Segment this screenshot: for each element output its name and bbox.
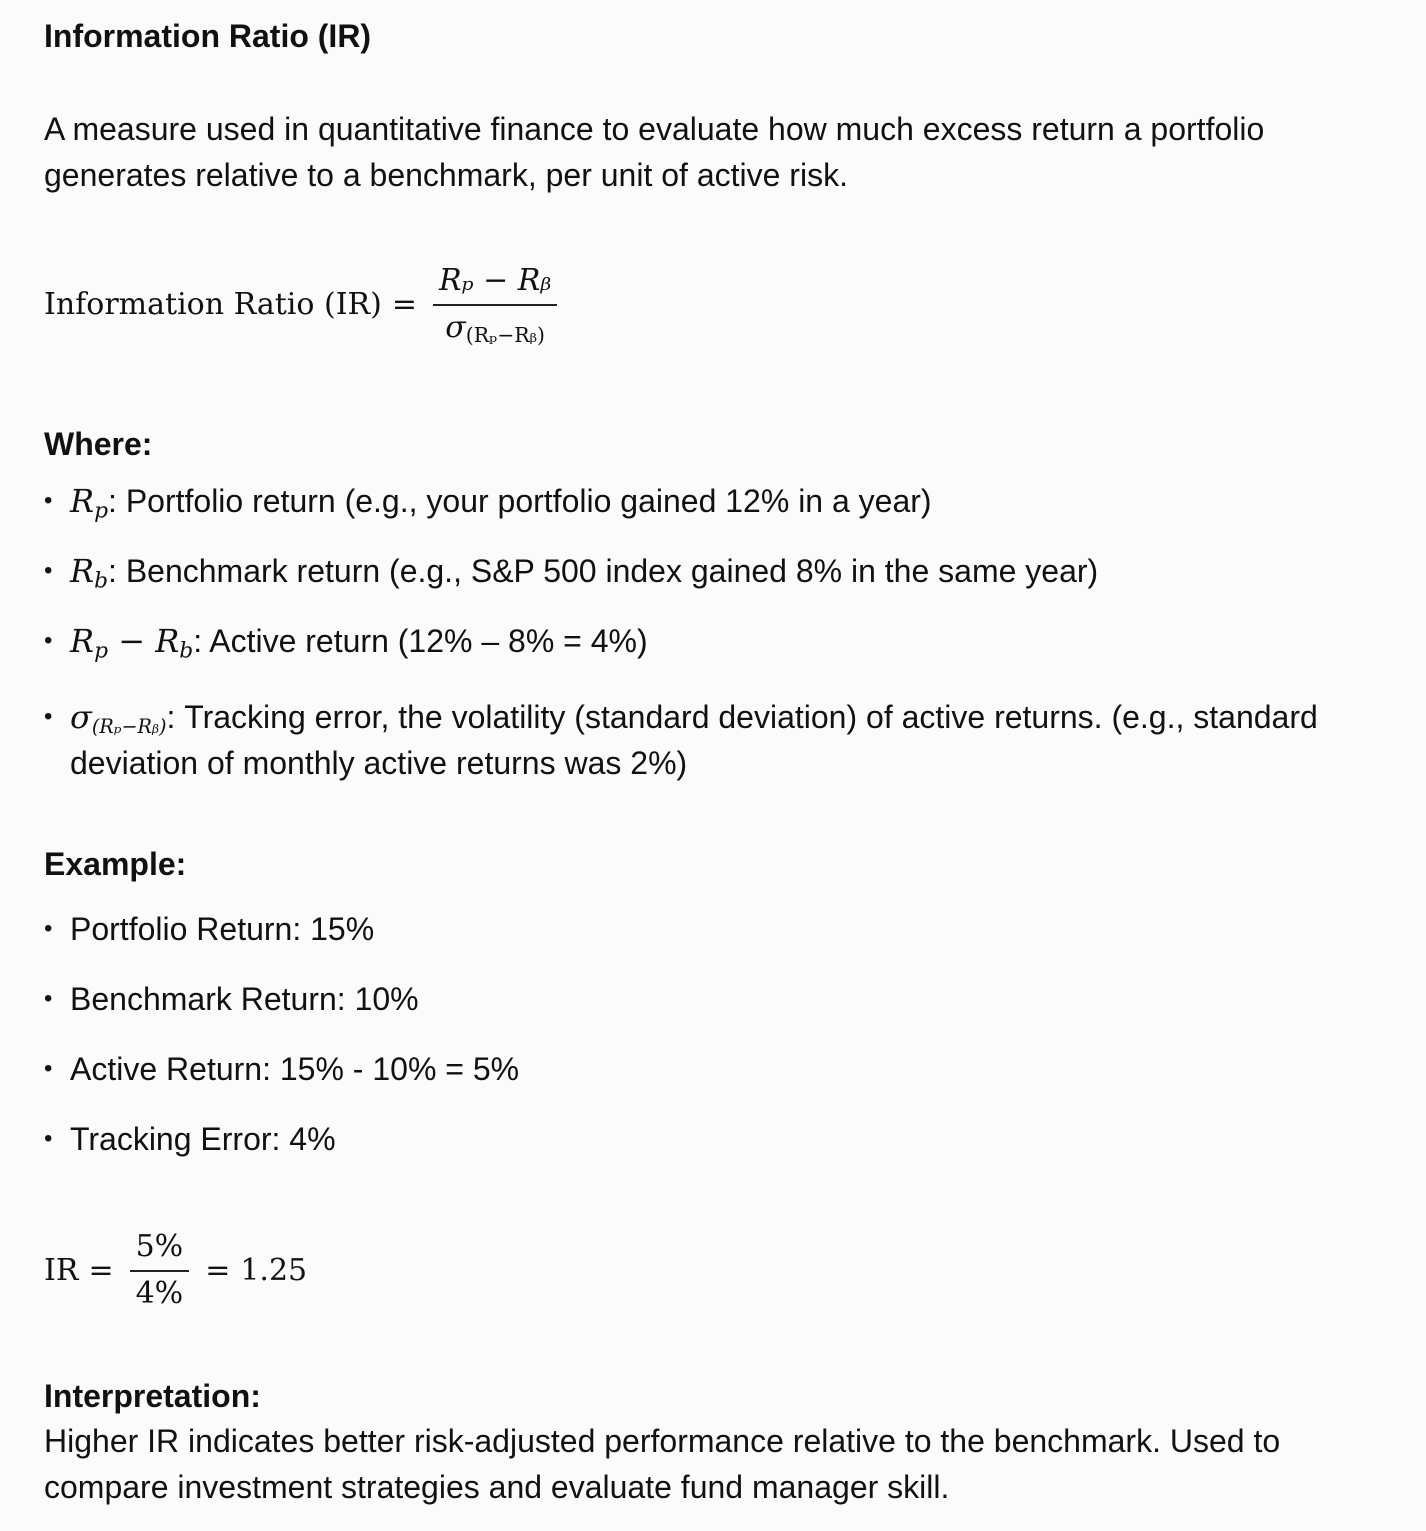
math-subscript: p xyxy=(94,498,109,524)
interpretation-text: Higher IR indicates better risk-adjusted performance relative to the benchmark. Used to compare investment strategies and evaluate fund manager skill. xyxy=(44,1423,1281,1505)
list-item xyxy=(44,484,1384,554)
ir-fraction xyxy=(130,1229,190,1311)
math-symbol: R xyxy=(70,552,95,590)
intro-paragraph: A measure used in quantitative finance to evaluate how much excess return a portfolio generates relative to a benchmark, per unit of active risk. xyxy=(44,111,1265,193)
interpretation-heading: Interpretation: xyxy=(44,1378,261,1414)
bullet-icon: • xyxy=(44,915,53,942)
where-heading: Where: xyxy=(44,426,153,462)
ir-equals-2: = xyxy=(205,1252,231,1288)
example-list xyxy=(44,912,519,1192)
math-symbol-2: R xyxy=(155,622,180,660)
example-text: Portfolio Return: 15% xyxy=(70,911,375,947)
example-text: Tracking Error: 4% xyxy=(70,1121,336,1157)
math-symbol: R xyxy=(70,622,95,660)
math-subscript: b xyxy=(94,568,109,594)
ir-equals: = xyxy=(88,1252,114,1288)
example-text: Benchmark Return: 10% xyxy=(70,981,419,1017)
example-text: Active Return: 15% - 10% = 5% xyxy=(70,1051,520,1087)
bullet-icon: • xyxy=(44,703,53,730)
list-item xyxy=(44,912,519,982)
definition-text: : Portfolio return (e.g., your portfolio gained 12% in a year) xyxy=(108,483,932,519)
page-title: Information Ratio (IR) xyxy=(44,18,372,54)
formula-fraction xyxy=(433,263,557,348)
ir-calculation-formula xyxy=(44,1222,307,1318)
ir-numerator: 5% xyxy=(130,1229,190,1272)
bullet-icon: • xyxy=(44,1125,53,1152)
definition-text: : Tracking error, the volatility (standard deviation) of active returns. (e.g., standard deviation of monthly active returns was 2%) xyxy=(70,699,1318,781)
math-subscript: (Rₚ−Rᵦ) xyxy=(91,714,167,738)
definition-text: : Active return (12% – 8% = 4%) xyxy=(193,623,648,659)
formula-lhs: Information Ratio (IR) xyxy=(44,286,382,322)
formula-numerator-text: Rₚ − Rᵦ xyxy=(438,263,552,298)
math-subscript-2: b xyxy=(179,638,194,664)
ir-lhs: IR xyxy=(44,1252,79,1288)
bullet-icon: • xyxy=(44,985,53,1012)
formula-sigma: σ xyxy=(445,310,466,345)
list-item xyxy=(44,982,519,1052)
math-symbol: R xyxy=(70,482,95,520)
formula-equals: = xyxy=(391,286,417,322)
math-subscript: p xyxy=(94,638,109,664)
list-item xyxy=(44,1052,519,1122)
list-item xyxy=(44,694,1384,786)
list-item xyxy=(44,624,1384,694)
bullet-icon: • xyxy=(44,627,53,654)
math-symbol: σ xyxy=(70,698,92,736)
information-ratio-formula xyxy=(44,254,563,354)
math-minus: − xyxy=(108,622,156,660)
bullet-icon: • xyxy=(44,557,53,584)
example-heading: Example: xyxy=(44,846,187,882)
list-item xyxy=(44,554,1384,624)
ir-result: 1.25 xyxy=(240,1252,308,1288)
ir-denominator: 4% xyxy=(135,1276,184,1311)
bullet-icon: • xyxy=(44,1055,53,1082)
where-list xyxy=(44,484,1384,786)
formula-numerator xyxy=(433,263,557,306)
formula-denominator xyxy=(445,306,546,348)
formula-sigma-subscript: (Rₚ−Rᵦ) xyxy=(465,323,546,348)
list-item xyxy=(44,1122,519,1192)
definition-text: : Benchmark return (e.g., S&P 500 index gained 8% in the same year) xyxy=(108,553,1099,589)
bullet-icon: • xyxy=(44,487,53,514)
